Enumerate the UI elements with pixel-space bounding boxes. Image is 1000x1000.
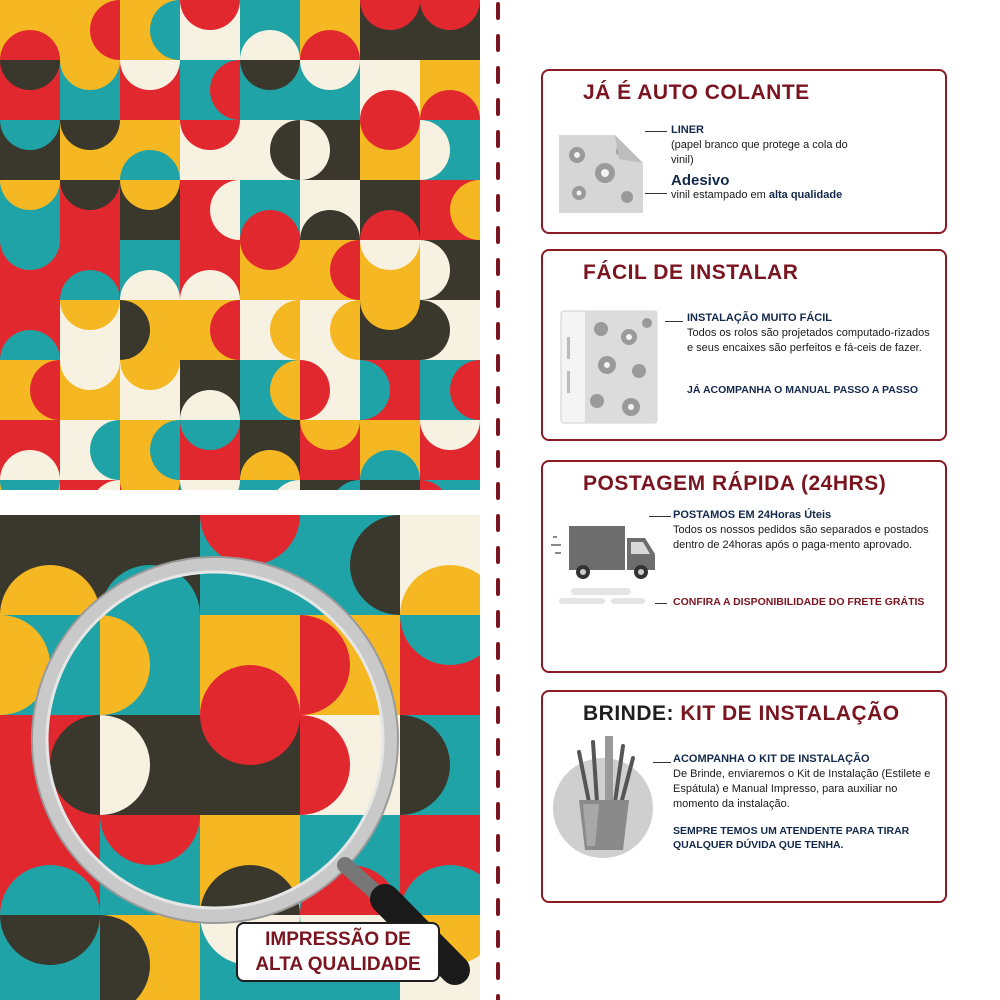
card-adhesive [541, 69, 947, 234]
shipping-info [673, 508, 935, 553]
pattern-swatch [0, 0, 480, 490]
quality-line-1: IMPRESSÃO DE [265, 929, 411, 950]
card-title: POSTAGEM RÁPIDA (24HRS) [583, 472, 887, 495]
delivery-truck-icon [551, 518, 661, 608]
pointer-line [665, 321, 683, 322]
install-info [687, 311, 937, 356]
shipping-note: CONFIRA A DISPONIBILIDADE DO FRETE GRÁTIS [673, 596, 925, 608]
quality-badge [236, 922, 440, 982]
card-title [583, 702, 900, 726]
pointer-line [645, 131, 667, 132]
fridge-wrap-icon [557, 307, 663, 427]
gift-title-dark: BRINDE: [583, 702, 681, 725]
adhesive-text: vinil estampado em alta qualidade [671, 189, 843, 201]
vinyl-sheet-icon [557, 133, 645, 215]
liner-text: (papel branco que protege a cola do vinil) [671, 139, 848, 166]
liner-heading: LINER [671, 124, 704, 136]
gift-info [673, 752, 935, 812]
adhesive-heading: Adesivo [671, 172, 730, 189]
pattern-semicircle [180, 480, 240, 490]
gift-note: SEMPRE TEMOS UM ATENDENTE PARA TIRAR QUALQUER DÚVIDA QUE TENHA. [673, 825, 910, 851]
card-install [541, 249, 947, 441]
card-gift [541, 690, 947, 903]
adhesive-info [671, 173, 941, 203]
adhesive-strong: alta qualidade [768, 189, 843, 201]
install-note: JÁ ACOMPANHA O MANUAL PASSO A PASSO [687, 384, 919, 396]
gift-title-red: KIT DE INSTALAÇÃO [680, 702, 900, 725]
shipping-heading-rest: 24Horas Úteis [754, 509, 832, 521]
geometric-pattern [0, 0, 480, 490]
install-text: Todos os rolos são projetados computado-rizados e seus encaixes são perfeitos e fá-ceis de fazer. [687, 327, 930, 354]
tool-kit-icon [549, 732, 657, 862]
card-shipping [541, 460, 947, 673]
card-title: JÁ É AUTO COLANTE [583, 81, 810, 104]
gift-heading: ACOMPANHA O KIT DE INSTALAÇÃO [673, 753, 870, 765]
shipping-text: Todos os nossos pedidos são separados e postados dentro de 24horas após o paga-mento aprovado. [673, 524, 929, 551]
liner-info [671, 123, 871, 168]
pattern-tile [360, 480, 420, 490]
card-title: FÁCIL DE INSTALAR [583, 261, 799, 284]
shipping-heading-bold: POSTAMOS EM [673, 509, 755, 521]
pointer-line [649, 516, 671, 517]
pattern-semicircle [120, 480, 180, 490]
install-heading: INSTALAÇÃO MUITO FÁCIL [687, 312, 833, 324]
pointer-line [645, 193, 667, 194]
pointer-line [653, 762, 671, 763]
pattern-semicircle [0, 480, 60, 490]
pointer-line [655, 603, 667, 604]
gift-text: De Brinde, enviaremos o Kit de Instalação (Estilete e Espátula) e Manual Impresso, para auxiliar no momento da instalação. [673, 768, 931, 810]
quality-line-2: ALTA QUALIDADE [255, 954, 421, 975]
dashed-divider [495, 0, 501, 1000]
